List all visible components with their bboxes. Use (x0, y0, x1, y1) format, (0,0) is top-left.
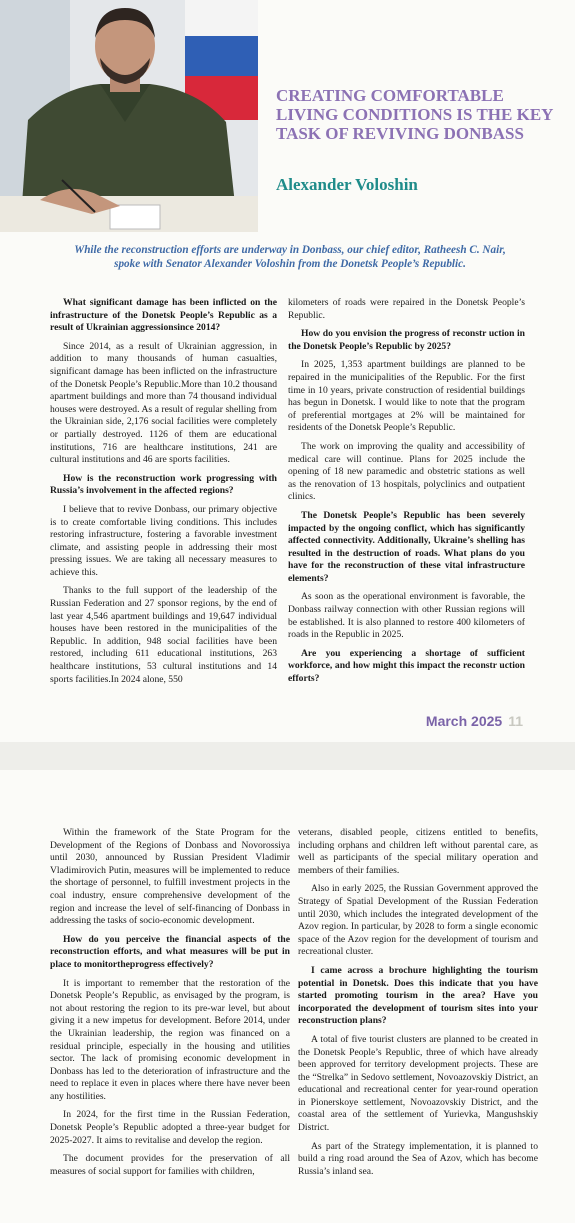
question-paragraph: Are you experiencing a shortage of sufficient workforce, and how might this impact the reconstr uction efforts? (288, 647, 525, 685)
answer-paragraph: A total of five tourist clusters are planned to be created in the Donetsk People’s Republic, three of which have already been approved for territory development projects. These are the “Strelka” in Sedovo settlement, Novoazovskiy District, an educational and recreational center for year-round operation in Pionerskoye settlement, Novoazovskiy District, and the coastal area of the settlement of Yurievka, Mangushskiy District. (298, 1033, 538, 1134)
column-right (288, 297, 525, 692)
portrait-illustration (0, 0, 258, 232)
magazine-page-12 (0, 770, 575, 1223)
page-number: 11 (508, 713, 523, 729)
portrait-photo (0, 0, 258, 232)
answer-paragraph: It is important to remember that the restoration of the Donetsk People’s Republic, as envisaged by the program, is not about restoring the region to its pre-war level, but about giving it a new impetus for development. Before 2014, under the Ukrainian leadership, the region was financed on a residual principle, especially in the housing and utilities sector. The lack of promising economic development in Donbass has led to the deterioration of infrastructure and the need to replace it even in places where there have never been any hostilities. (50, 977, 290, 1102)
answer-paragraph: In 2025, 1,353 apartment buildings are planned to be repaired in the municipalities of the Republic. For the first time in 10 years, private construction of residential buildings has begun in Donetsk. I would like to note that the program of preferential mortgages at 2% will be maintained for residents of the Donetsk People’s Republic. (288, 359, 525, 434)
answer-paragraph: I believe that to revive Donbass, our primary objective is to create comfortable living conditions. This includes restoring infrastructure, fostering a favorable investment climate, and assisting people in addressing their most pressing issues. We are taking all necessary measures to achieve this. (50, 503, 277, 578)
column-left (50, 297, 277, 692)
answer-paragraph: The work on improving the quality and accessibility of medical care will continue. Plans for 2025 include the opening of 18 new paramedic and obstetric stations as well as the renovation of 13 hospitals, polyclinics and outpatient clinics. (288, 440, 525, 503)
answer-paragraph: Within the framework of the State Program for the Development of the Regions of Donbass and Novorossiya until 2030, announced by Russian President Vladimir Vladimirovich Putin, measures will be implemented to reduce the shortage of personnel, to fulfill investment projects in the coal industry, ensure comprehensive development of the region and increase the level of self-financing of Donbass in addressing the tasks of socio-economic development. (50, 827, 290, 927)
answer-paragraph: Thanks to the full support of the leadership of the Russian Federation and 27 sponsor regions, by the end of last year 4,546 apartment buildings and 19,647 individual houses have been restored in the municipalities of the Republic. In addition, 948 social facilities have been restored, including 611 educational institutions, 263 healthcare institutions, 53 cultural institutions and 14 sports facilities.In 2024 alone, 550 (50, 585, 277, 685)
question-paragraph: I came across a brochure highlighting the tourism potential in Donetsk. Does this indicate that you have started promoting tourism in the area? Have you incorporated the development of tourism sites into your reconstruction plans? (298, 964, 538, 1027)
answer-paragraph: As soon as the operational environment is favorable, the Donbass railway connection with other Russian regions will be established. It is also planned to restore 400 kilometers of roads in the Republic in 2025. (288, 591, 525, 641)
column-left (50, 827, 290, 1184)
question-paragraph: What significant damage has been inflicted on the infrastructure of the Donetsk People’s Republic as a result of Ukrainian aggressionsince 2014? (50, 297, 277, 334)
question-paragraph: The Donetsk People’s Republic has been severely impacted by the ongoing conflict, which has significantly affected connectivity. Additionally, Ukraine’s shelling has resulted in the destruction of roads. What plans do you have for the reconstruction of these vital infrastructure elements? (288, 509, 525, 584)
question-paragraph: How is the reconstruction work progressing with Russia’s involvement in the affected regions? (50, 472, 277, 497)
continued-paragraph: kilometers of roads were repaired in the Donetsk People’s Republic. (288, 297, 525, 321)
page-folio (426, 713, 523, 729)
article-title: CREATING COMFORTABLE LIVING CONDITIONS IS THE KEY TASK OF REVIVING DONBASS (276, 86, 553, 143)
answer-paragraph: Since 2014, as a result of Ukrainian aggression, in addition to many thousands of human casualties, significant damage has been inflicted on the infrastructure of the Donetsk People’s Republic.More than 10.2 thousand apartment buildings and more than 74 thousand individual houses were destroyed. As a result of regular shelling from the Ukrainian side, 2,176 social facilities were completely or partially destroyed. 1126 of them are educational institutions, 716 are healthcare institutions, 241 are cultural institutions and 46 are sports facilities. (50, 340, 277, 466)
author-name: Alexander Voloshin (276, 175, 418, 194)
answer-paragraph: The document provides for the preservation of all measures of social support for families with children, (50, 1153, 290, 1177)
question-paragraph: How do you perceive the financial aspects of the reconstruction efforts, and what measures will be put in place to monitortheprogress effectively? (50, 933, 290, 970)
article-intro: While the reconstruction efforts are underway in Donbass, our chief editor, Ratheesh C. Nair, spoke with Senator Alexander Voloshin from the Donetsk People’s Republic. (74, 244, 506, 270)
answer-paragraph: As part of the Strategy implementation, it is planned to build a ring road around the Sea of Azov, which has become Russia’s inland sea. (298, 1140, 538, 1177)
answer-paragraph: In 2024, for the first time in the Russian Federation, Donetsk People’s Republic adopted a three-year budget for 2025-2027. It aims to revitalise and develop the region. (50, 1109, 290, 1146)
issue-date: March 2025 (425, 713, 503, 729)
question-paragraph: How do you envision the progress of reconstr uction in the Donetsk People’s Republic by 2025? (288, 328, 525, 352)
continued-paragraph: veterans, disabled people, citizens entitled to benefits, including orphans and children left without parental care, as well as participants of the special military operation and members of their families. (298, 827, 538, 876)
answer-paragraph: Also in early 2025, the Russian Government approved the Strategy of Spatial Development of the Russian Federation until 2030, which includes the integrated development of the Azov region. In particular, by 2028 to form a single economic space of the Azov region for the development of tourism and recreational cluster. (298, 883, 538, 958)
column-right (298, 827, 538, 1184)
